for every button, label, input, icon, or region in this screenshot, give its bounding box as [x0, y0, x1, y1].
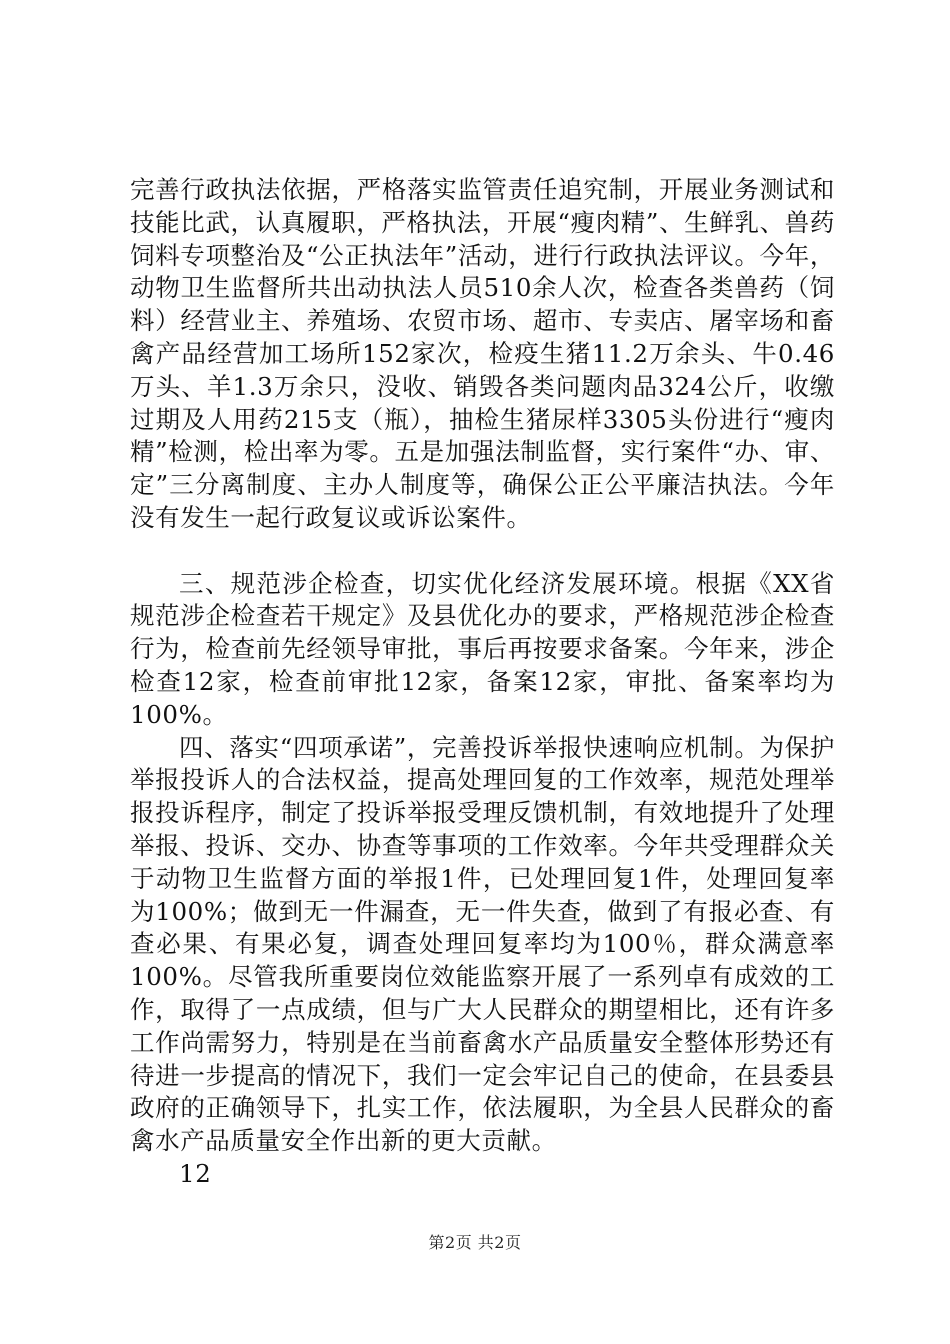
- document-body: [130, 174, 835, 1191]
- tail-number: 12: [179, 1158, 212, 1188]
- paragraph-enterprise-inspection: 三、规范涉企检查，切实优化经济发展环境。根据《XX省规范涉企检查若干规定》及县优化办的要求，严格规范涉企检查行为，检查前先经领导审批，事后再按要求备案。今年来，涉企检查12家，检查前审批12家，备案12家，审批、备案率均为100%。: [130, 568, 835, 729]
- paragraph-enforcement: 完善行政执法依据，严格落实监管责任追究制，开展业务测试和技能比武，认真履职，严格执法，开展“瘦肉精”、生鲜乳、兽药饲料专项整治及“公正执法年”活动，进行行政执法评议。今年，动物卫生监督所共出动执法人员510余人次，检查各类兽药（饲料）经营业主、养殖场、农贸市场、超市、专卖店、屠宰场和畜禽产品经营加工场所152家次，检疫生猪11.2万余头、牛0.46万头、羊1.3万余只，没收、销毁各类问题肉品324公斤，收缴过期及人用药215支（瓶），抽检生猪尿样3305头份进行“瘦肉精”检测，检出率为零。五是加强法制监督，实行案件“办、审、定”三分离制度、主办人制度等，确保公正公平廉洁执法。今年没有发生一起行政复议或诉讼案件。: [130, 175, 835, 532]
- paragraph-gap: [130, 535, 835, 568]
- page-footer: 第2页 共2页: [428, 1233, 522, 1252]
- paragraph-four-commitments: 四、落实“四项承诺”，完善投诉举报快速响应机制。为保护举报投诉人的合法权益，提高处理回复的工作效率，规范处理举报投诉程序，制定了投诉举报受理反馈机制，有效地提升了处理举报、投诉、交办、协查等事项的工作效率。今年共受理群众关于动物卫生监督方面的举报1件，已处理回复1件，处理回复率为100%；做到无一件漏查，无一件失查，做到了有报必查、有查必果、有果必复，调查处理回复率均为100％，群众满意率100%。尽管我所重要岗位效能监察开展了一系列卓有成效的工作，取得了一点成绩，但与广大人民群众的期望相比，还有许多工作尚需努力，特别是在当前畜禽水产品质量安全整体形势还有待进一步提高的情况下，我们一定会牢记自己的使命，在县委县政府的正确领导下，扎实工作，依法履职，为全县人民群众的畜禽水产品质量安全作出新的更大贡献。: [130, 732, 835, 1156]
